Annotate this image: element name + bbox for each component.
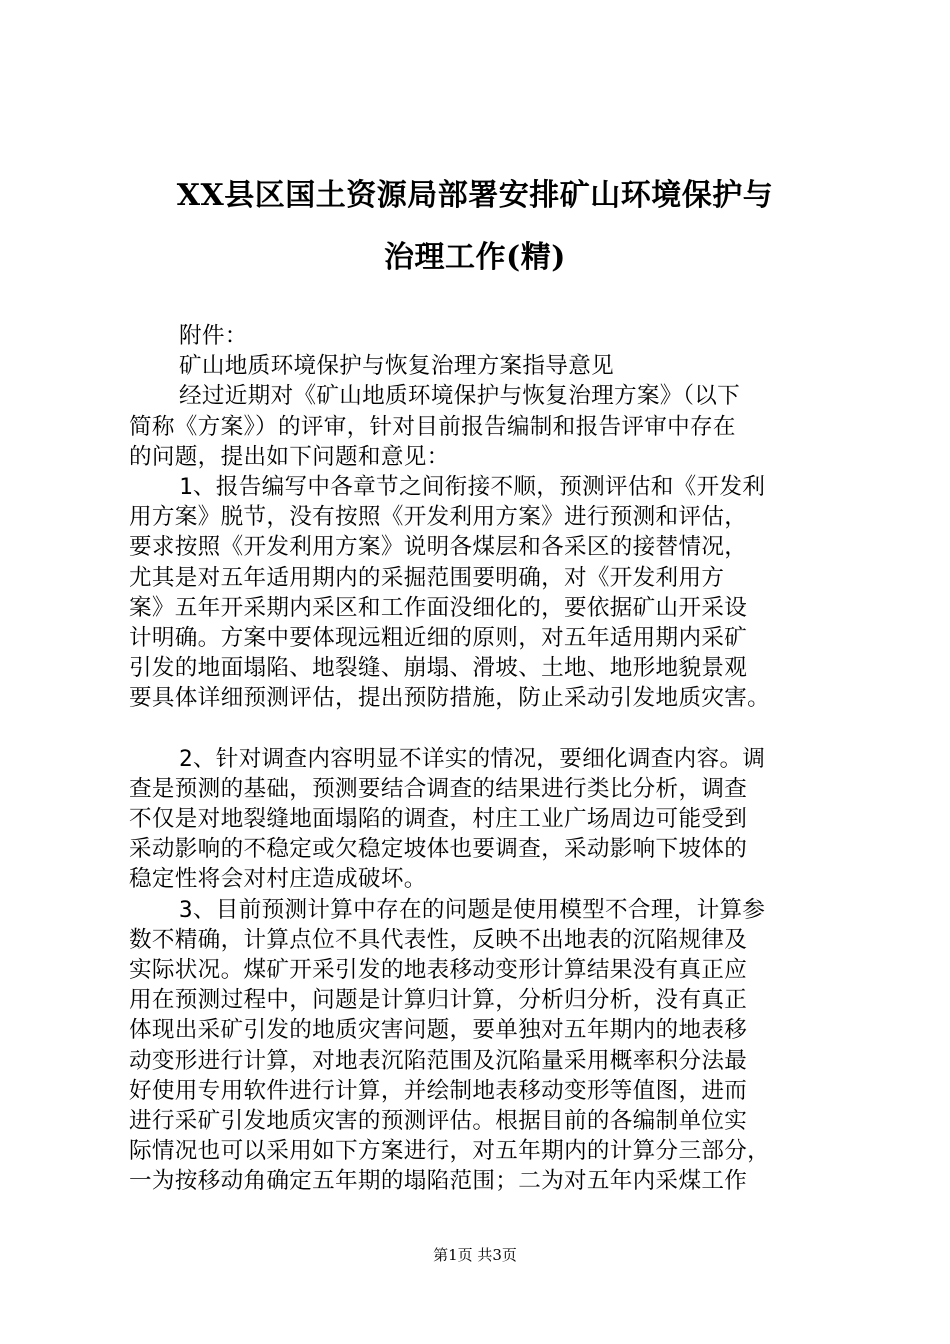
body-line: 引发的地面塌陷、地裂缝、崩塌、滑坡、土地、地形地貌景观 — [129, 655, 748, 682]
body-line: 查是预测的基础，预测要结合调查的结果进行类比分析，调查 — [129, 775, 748, 802]
body-line: 体现出采矿引发的地质灾害问题，要单独对五年期内的地表移 — [129, 1017, 748, 1044]
body-line: 要求按照《开发利用方案》说明各煤层和各采区的接替情况， — [129, 534, 748, 561]
body-line: 2、针对调查内容明显不详实的情况，要细化调查内容。调 — [179, 745, 766, 772]
title-line-1: XX县区国土资源局部署安排矿山环境保护与 — [176, 178, 774, 213]
body-line: 尤其是对五年适用期内的采掘范围要明确，对《开发利用方 — [129, 564, 725, 591]
document-title — [100, 178, 850, 276]
body-line: 用在预测过程中，问题是计算归计算，分析归分析，没有真正 — [129, 987, 748, 1014]
paragraph-gap — [129, 713, 849, 743]
body-line: 数不精确，计算点位不具代表性，反映不出地表的沉陷规律及 — [129, 926, 748, 953]
page-footer: 第1页 共3页 — [433, 1246, 517, 1264]
attachment-title: 矿山地质环境保护与恢复治理方案指导意见 — [179, 353, 614, 380]
title-line-2: 治理工作(精) — [384, 240, 566, 275]
body-line: 采动影响的不稳定或欠稳定坡体也要调查，采动影响下坡体的 — [129, 836, 748, 863]
body-line: 案》五年开采期内采区和工作面没细化的，要依据矿山开采设 — [129, 594, 748, 621]
body-line: 要具体详细预测评估，提出预防措施，防止采动引发地质灾害。 — [129, 685, 771, 712]
body-line: 动变形进行计算，对地表沉陷范围及沉陷量采用概率积分法最 — [129, 1047, 748, 1074]
body-line: 不仅是对地裂缝地面塌陷的调查，村庄工业广场周边可能受到 — [129, 806, 748, 832]
body-line: 实际状况。煤矿开采引发的地表移动变形计算结果没有真正应 — [129, 956, 748, 983]
body-line: 际情况也可以采用如下方案进行，对五年期内的计算分三部分， — [129, 1138, 771, 1165]
body-line: 简称《方案》）的评审，针对目前报告编制和报告评审中存在 — [129, 413, 736, 440]
body-line: 的问题，提出如下问题和意见： — [129, 443, 450, 470]
body-line: 一为按移动角确定五年期的塌陷范围；二为对五年内采煤工作 — [129, 1168, 748, 1195]
attachment-label: 附件： — [179, 323, 248, 349]
body-line: 好使用专用软件进行计算，并绘制地表移动变形等值图，进而 — [129, 1077, 748, 1104]
body-line: 进行采矿引发地质灾害的预测评估。根据目前的各编制单位实 — [129, 1107, 748, 1134]
body-line: 经过近期对《矿山地质环境保护与恢复治理方案》（以下 — [179, 383, 741, 410]
document-body — [129, 321, 849, 1196]
body-line: 1、报告编写中各章节之间衔接不顺，预测评估和《开发利 — [179, 473, 766, 500]
body-line: 3、目前预测计算中存在的问题是使用模型不合理，计算参 — [179, 896, 766, 923]
body-line: 用方案》脱节，没有按照《开发利用方案》进行预测和评估， — [129, 504, 748, 531]
body-line: 稳定性将会对村庄造成破坏。 — [129, 866, 427, 893]
body-line: 计明确。方案中要体现远粗近细的原则，对五年适用期内采矿 — [129, 624, 748, 651]
